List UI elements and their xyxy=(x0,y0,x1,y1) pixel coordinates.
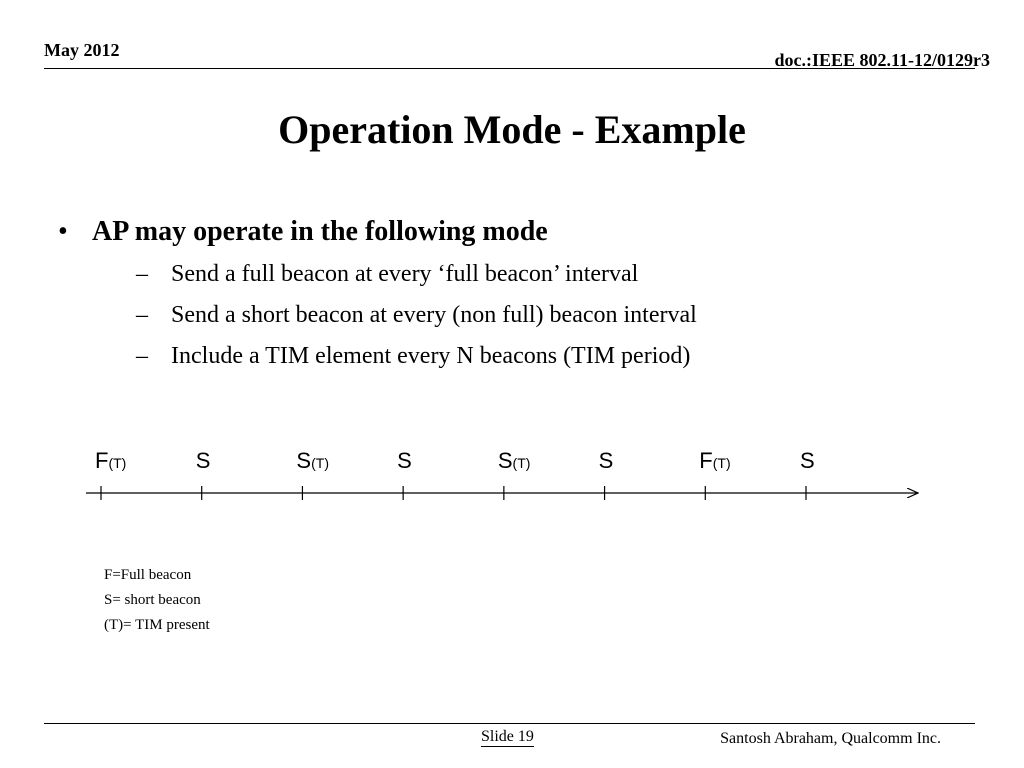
beacon-label: S xyxy=(195,448,211,473)
dash-marker: – xyxy=(136,302,148,328)
header-date: May 2012 xyxy=(44,40,120,60)
bullet-dot: • xyxy=(58,216,68,247)
sub-bullet-text: Send a full beacon at every ‘full beacon’ interval xyxy=(171,261,639,287)
bullet-main-text: AP may operate in the following mode xyxy=(92,216,548,247)
legend xyxy=(104,563,210,638)
header-doc-id: doc.:IEEE 802.11-12/0129r3 xyxy=(774,50,990,70)
beacon-label: S xyxy=(397,448,412,473)
sub-bullet xyxy=(92,295,697,336)
sub-bullet xyxy=(92,336,697,377)
beacon-group xyxy=(95,448,815,500)
footer-author: Santosh Abraham, Qualcomm Inc. xyxy=(720,730,941,747)
sub-bullet xyxy=(92,254,697,295)
legend-item-tim: (T)= TIM present xyxy=(104,617,210,633)
beacon-label: S xyxy=(598,448,614,473)
beacon-label: S xyxy=(800,448,815,473)
slide-number: Slide 19 xyxy=(481,728,534,745)
legend-item-short: S= short beacon xyxy=(104,592,201,608)
dash-marker: – xyxy=(136,261,148,287)
footer-rule xyxy=(44,723,975,724)
beacon-label: S(T) xyxy=(296,448,330,473)
sub-bullet-text: Include a TIM element every N beacons (TIM period) xyxy=(171,343,691,369)
beacon-timeline xyxy=(0,440,1024,520)
beacon-label: S(T) xyxy=(497,448,531,473)
bullet-main xyxy=(58,212,697,377)
legend-item-full: F=Full beacon xyxy=(104,567,192,583)
bullet-list xyxy=(58,212,697,377)
slide-title: Operation Mode - Example xyxy=(278,107,746,152)
sub-bullet-text: Send a short beacon at every (non full) beacon interval xyxy=(171,302,697,328)
dash-marker: – xyxy=(136,343,148,369)
beacon-label: F(T) xyxy=(95,448,127,473)
beacon-label: F(T) xyxy=(699,448,731,473)
sub-bullet-list xyxy=(92,254,697,377)
header-rule xyxy=(44,68,975,69)
